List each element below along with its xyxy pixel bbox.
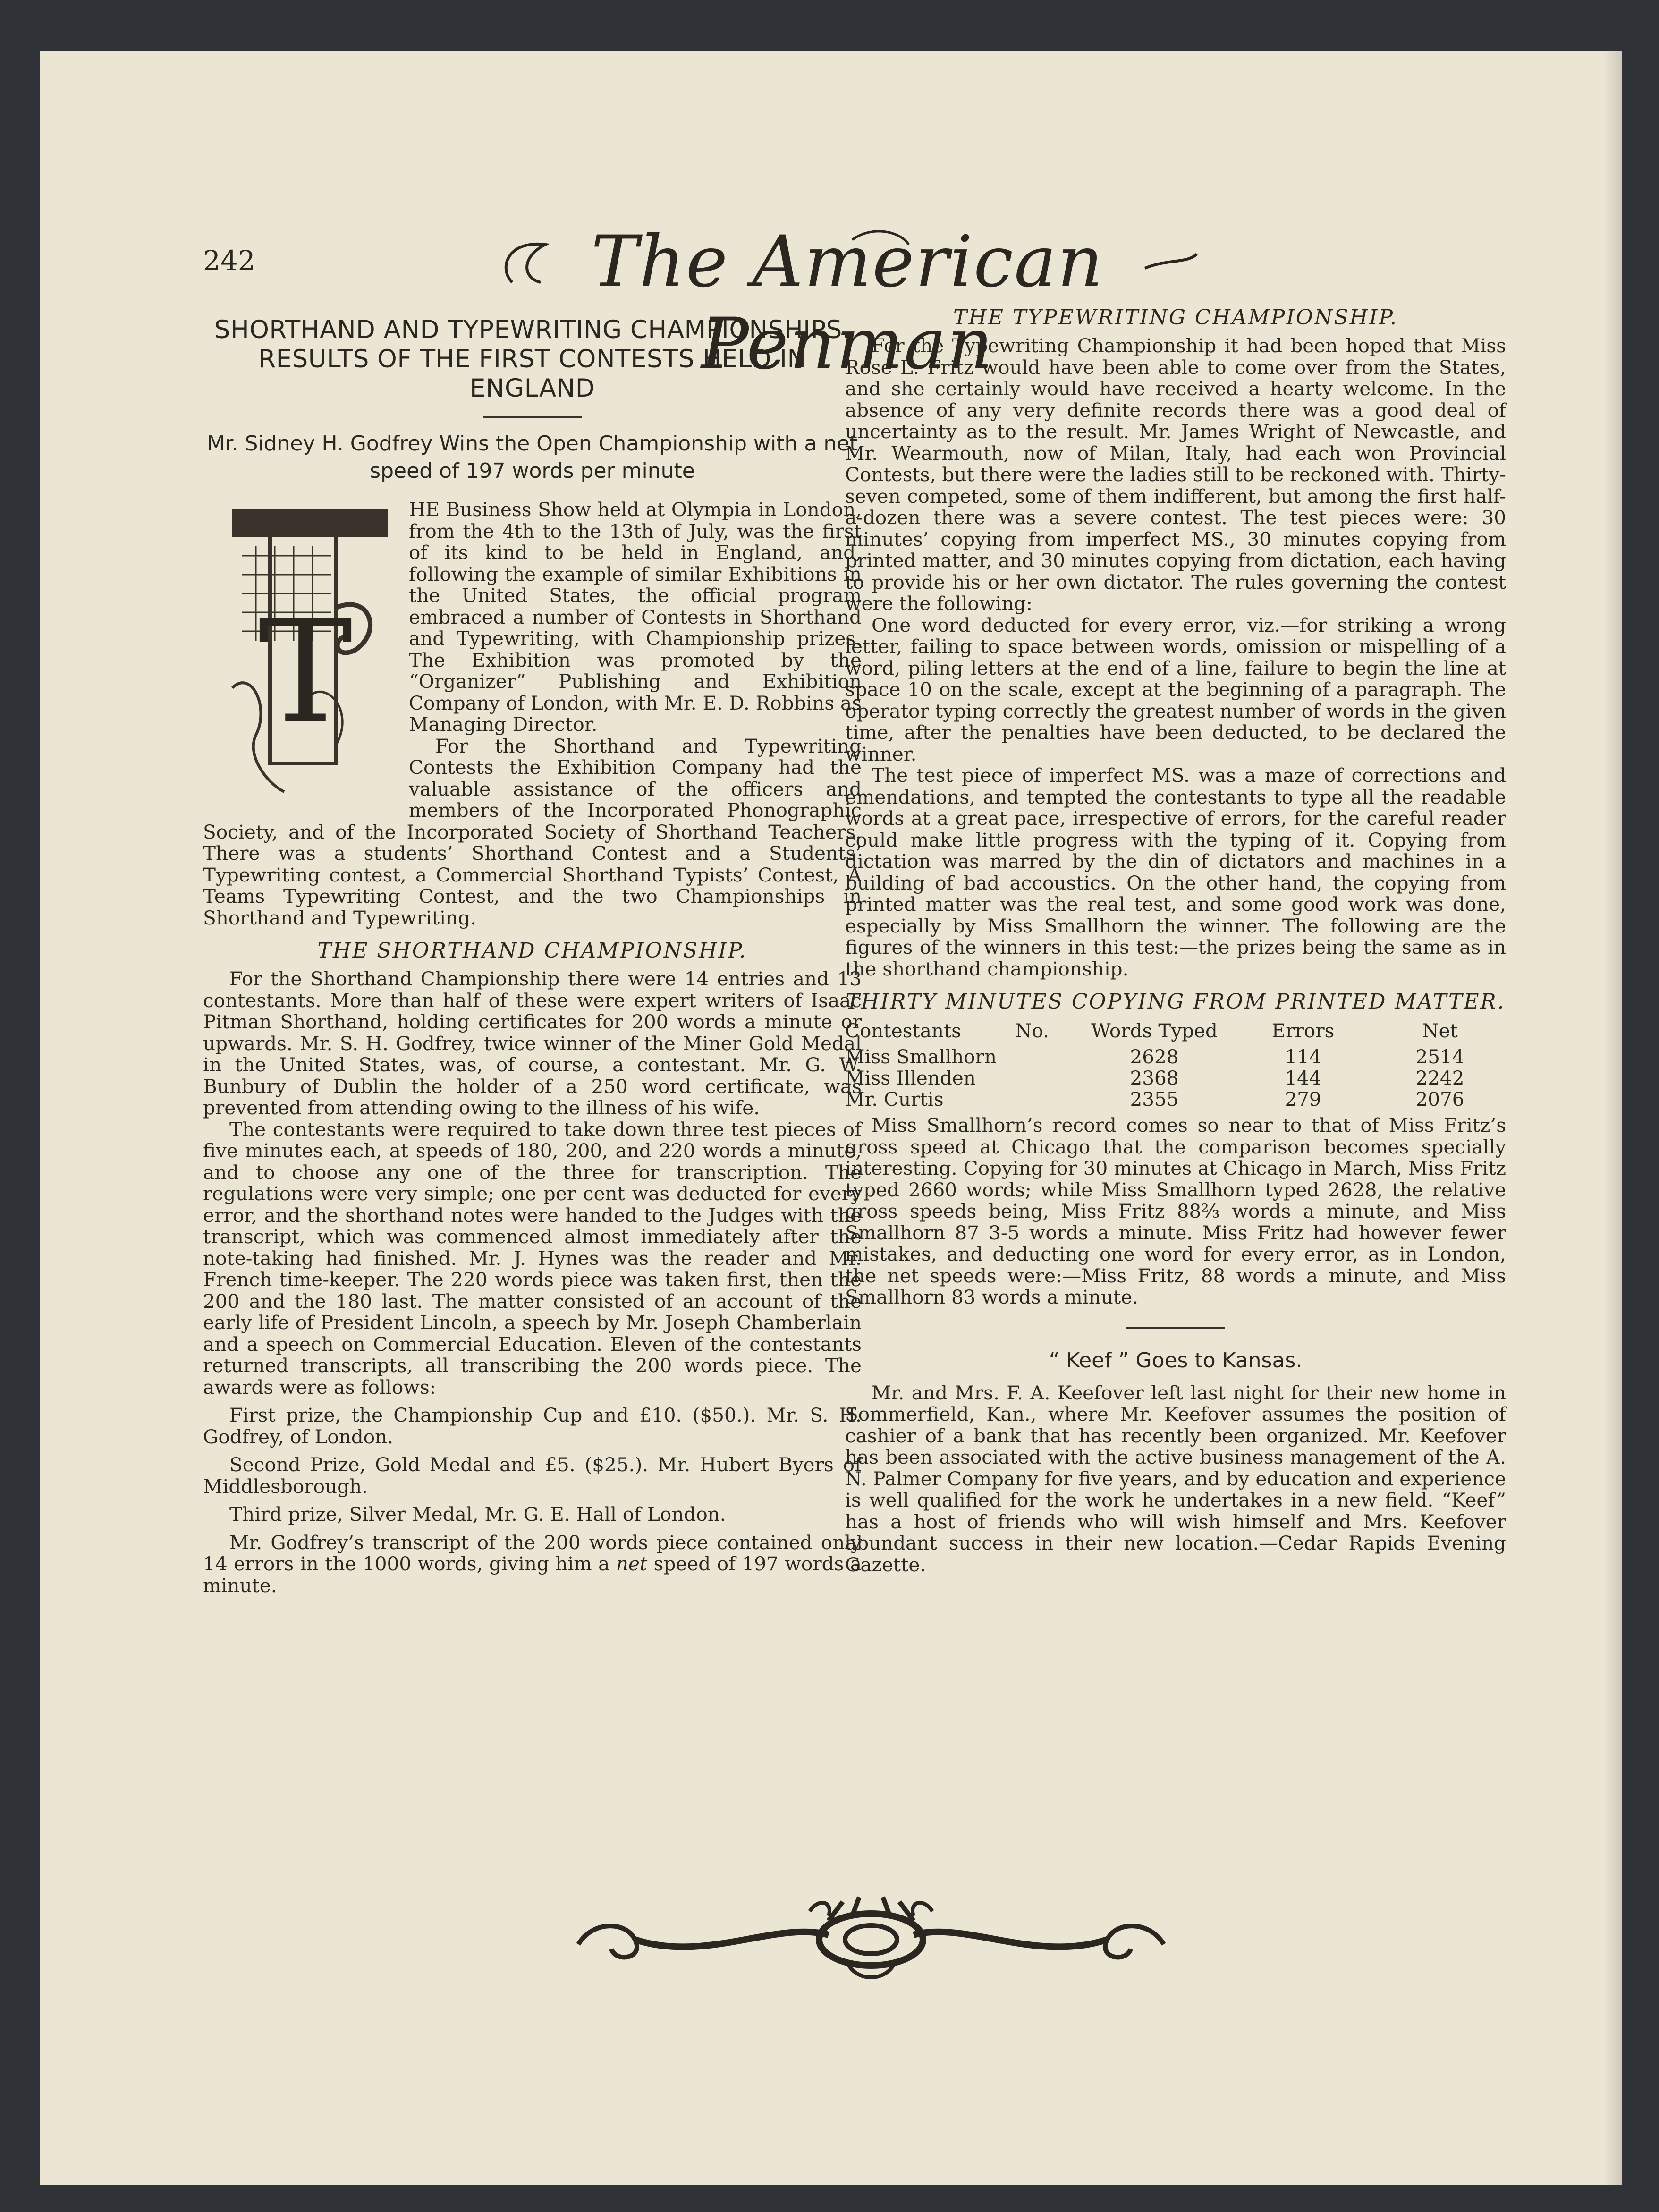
dropcap-t-icon	[213, 499, 398, 813]
cell-contestant: Miss Illenden	[845, 1067, 976, 1089]
cell-errors: 144	[1285, 1067, 1321, 1089]
section-rule	[1126, 1327, 1225, 1329]
header-contestants: Contestants	[845, 1019, 962, 1042]
cell-words: 2355	[1130, 1088, 1179, 1110]
paragraph-typewriting-rules: One word deducted for every error, viz.—for striking a wrong letter, failing to space between words, omission or mispelling of a word, piling letters at the end of a line, failure to begin the line at space 10 on the scale, except at the beginning of a paragraph. The operator typing correctly the greatest number of words in the given time, after the penalties have been deducted, to be declared the winner.	[845, 613, 1506, 765]
paragraph-godfrey-transcript	[203, 1532, 862, 1597]
intro-paragraph: HE Business Show held at Olympia in London, from the 4th to the 13th of July, was the first of its kind to be held in England, and, following the example of similar Exhibitions in the United States, the official program embraced a number of Contests in Shorthand and Typewriting, with Championship prizes. The Exhibition was promoted by the “Organizer” Publishing and Exhibition Company of London, with Mr. E. D. Robbins as Managing Director.	[409, 498, 862, 736]
paragraph-first-prize: First prize, the Championship Cup and £10. ($50.). Mr. S. H. Godfrey, of London.	[203, 1404, 862, 1448]
headline-rule	[483, 416, 582, 418]
results-table-header	[845, 1020, 1506, 1042]
godfrey-text-a: Mr. Godfrey’s transcript of the 200 words piece contained only 14 errors in the 1000 words, giving him a	[203, 1531, 862, 1575]
section-title-typewriting: THE TYPEWRITING CHAMPIONSHIP.	[953, 305, 1398, 330]
cell-words: 2628	[1130, 1045, 1179, 1068]
cell-words: 2368	[1130, 1067, 1179, 1089]
left-column	[203, 315, 862, 1596]
article-headline: SHORTHAND AND TYPEWRITING CHAMPIONSHIPS. RESULTS OF THE FIRST CONTESTS HELD IN ENGLAND	[214, 315, 851, 403]
cell-errors: 279	[1285, 1088, 1321, 1110]
cell-net: 2076	[1415, 1088, 1464, 1110]
results-table	[845, 1020, 1506, 1110]
section-title-shorthand: THE SHORTHAND CHAMPIONSHIP.	[317, 939, 747, 963]
dropcap-letter: T	[258, 590, 353, 754]
ornament-graphic	[564, 1892, 1178, 1987]
magazine-page	[40, 51, 1622, 2185]
page-number: 242	[203, 245, 255, 277]
paragraph-third-prize: Third prize, Silver Medal, Mr. G. E. Hall of London.	[229, 1503, 726, 1526]
page-gutter-shadow	[1603, 51, 1622, 2185]
cell-net: 2514	[1415, 1045, 1464, 1068]
header-errors: Errors	[1271, 1019, 1335, 1042]
cell-contestant: Miss Smallhorn	[845, 1045, 997, 1068]
paragraph-shorthand-entries: For the Shorthand Championship there were 14 entries and 13 contestants. More than half of these were expert writers of Isaac Pitman Shorthand, holding certificates for 200 words a minute or upwards. Mr. S. H. Godfrey, twice winner of the Miner Gold Medal in the United States, was, of course, a contestant. Mr. G. W. Bunbury of Dublin the holder of a 250 word certificate, was prevented from attending owing to the illness of his wife.	[203, 967, 862, 1119]
cell-no	[1015, 1089, 1076, 1110]
godfrey-text-b: speed of 197 words a minute.	[203, 1552, 862, 1597]
paragraph-second-prize: Second Prize, Gold Medal and £5. ($25.). Mr. Hubert Byers of Middlesborough.	[203, 1453, 862, 1498]
header-net: Net	[1422, 1019, 1458, 1042]
flourish-ornament-icon	[564, 1892, 1178, 1987]
cell-errors: 114	[1285, 1045, 1321, 1068]
table-row	[845, 1068, 1506, 1089]
right-column	[845, 306, 1506, 1576]
cell-no	[1015, 1046, 1076, 1068]
paragraph-typewriting-intro: For the Typewriting Championship it had been hoped that Miss Rose L. Fritz would have been able to come over from the States, and she certainly would have received a hearty welcome. In the absence of any very definite records there was a good deal of uncertainty as to the result. Mr. James Wright of Newcastle, and Mr. Wearmouth, now of Milan, Italy, had each won Provincial Contests, but there were the ladies still to be reckoned with. Thirty-seven competed, some of them indifferent, but among the first half-a-dozen there was a severe contest. The test pieces were: 30 minutes’ copying from imperfect MS., 30 minutes copying from printed matter, and 30 minutes copying from dictation, each having to provide his or her own dictator. The rules governing the contest were the following:	[845, 334, 1506, 615]
paragraph-comparison: Miss Smallhorn’s record comes so near to that of Miss Fritz’s gross speed at Chicago that the comparison becomes specially interesting. Copying for 30 minutes at Chicago in March, Miss Fritz typed 2660 words; while Miss Smallhorn typed 2628, the relative gross speeds being, Miss Fritz 88⅔ words a minute, and Miss Smallhorn 87 3-5 words a minute. Miss Fritz had however fewer mistakes, and deducting one word for every error, as in London, the net speeds were:—Miss Fritz, 88 words a minute, and Miss Smallhorn 83 words a minute.	[845, 1114, 1506, 1308]
keef-headline: “ Keef ” Goes to Kansas.	[1049, 1348, 1303, 1373]
article-subhead: Mr. Sidney H. Godfrey Wins the Open Championship with a net speed of 197 words per minute	[207, 432, 858, 483]
intro-block	[203, 499, 862, 929]
godfrey-net-italic: net	[616, 1552, 648, 1575]
paragraph-shorthand-rules: The contestants were required to take down three test pieces of five minutes each, at speeds of 180, 200, and 220 words a minute, and to choose any one of the three for transcription. The regulations were very simple; one per cent was deducted for every error, and the shorthand notes were handed to the Judges with the transcript, which was commenced almost immediately after the note-taking had finished. Mr. J. Hynes was the reader and Mr. French time-keeper. The 220 words piece was taken first, then the 200 and the 180 last. The matter consisted of an account of the early life of President Lincoln, a speech by Mr. Joseph Chamberlain and a speech on Commercial Education. Eleven of the contestants returned transcripts, all transcribing the 200 words piece. The awards were as follows:	[203, 1118, 862, 1398]
header-no: No.	[1015, 1019, 1049, 1042]
cell-contestant: Mr. Curtis	[845, 1088, 944, 1110]
header-words-typed: Words Typed	[1091, 1019, 1218, 1042]
table-row	[845, 1089, 1506, 1110]
paragraph-keef: Mr. and Mrs. F. A. Keefover left last night for their new home in Sommerfield, Kan., where Mr. Keefover assumes the position of cashier of a bank that has recently been organized. Mr. Keefover has been associated with the active business management of the A. N. Palmer Company for five years, and by education and experience is well qualified for the work he undertakes in a new field. “Keef” has a host of friends who will wish himself and Mrs. Keefover abundant success in their new location.—Cedar Rapids Evening Gazette.	[845, 1381, 1506, 1576]
table-row	[845, 1046, 1506, 1068]
section-title-thirty-minutes: THIRTY MINUTES COPYING FROM PRINTED MATTER.	[846, 990, 1506, 1014]
paragraph-test-piece: The test piece of imperfect MS. was a maze of corrections and emendations, and tempted the contestants to type all the readable words at a great pace, irrespective of errors, for the careful reader could make little progress with the typing of it. Copying from dictation was marred by the din of dictators and machines in a building of bad accoustics. On the other hand, the copying from printed matter was the real test, and some good work was done, especially by Miss Smallhorn the winner. The following are the figures of the winners in this test:—the prizes being the same as in the shorthand championship.	[845, 764, 1506, 980]
paragraph-exhibition-assistance: For the Shorthand and Typewriting Contests the Exhibition Company had the valuable assistance of the officers and members of the Incorporated Phonographic Society, and of the Incorporated Society of Shorthand Teachers. There was a students’ Shorthand Contest and a Students’ Typewriting contest, a Commercial Shorthand Typists’ Contest, A Teams Typewriting Contest, and the two Championships in Shorthand and Typewriting.	[203, 734, 862, 929]
masthead-title: The American Penman	[591, 221, 1104, 385]
dropcap-illustration	[213, 499, 398, 813]
cell-no	[1015, 1068, 1076, 1089]
cell-net: 2242	[1415, 1067, 1464, 1089]
